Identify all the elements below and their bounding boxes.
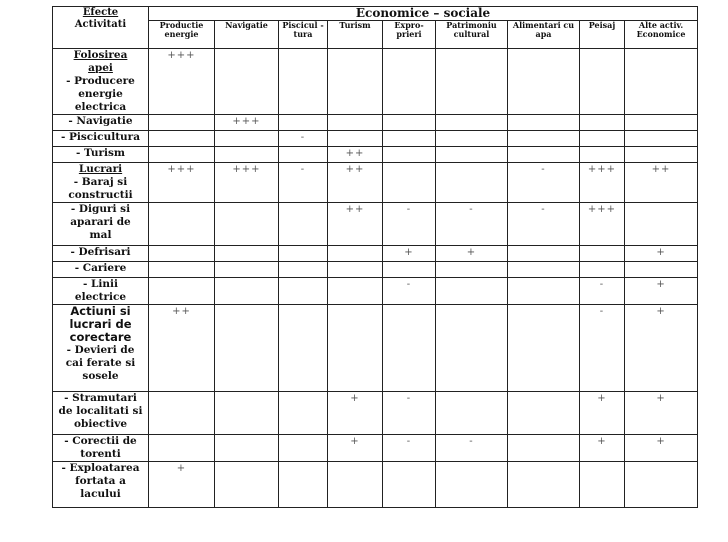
activity-label-line: - Corectii de	[64, 435, 137, 447]
activity-label	[53, 262, 149, 278]
table-row	[53, 131, 698, 147]
impact-cell	[149, 147, 215, 163]
impact-cell	[580, 462, 625, 508]
activity-label-line: Lucrari	[78, 163, 123, 175]
activity-label-line: - Producere	[66, 75, 135, 87]
activity-label-line: - Turism	[75, 147, 126, 159]
activity-label-line: sosele	[82, 370, 119, 382]
impact-cell	[508, 246, 580, 262]
impact-cell	[279, 392, 328, 435]
impact-cell	[328, 49, 383, 115]
activity-label	[53, 115, 149, 131]
activity-label-line: - Cariere	[74, 262, 127, 274]
impact-cell: -	[436, 435, 508, 462]
impact-cell	[580, 115, 625, 131]
activity-label-line: constructii	[68, 189, 133, 201]
impact-cell	[508, 462, 580, 508]
activity-label-line: apei	[88, 62, 113, 74]
impact-cell: +++	[215, 115, 279, 131]
impact-cell	[328, 131, 383, 147]
impact-cell	[215, 392, 279, 435]
impact-cell: +++	[215, 163, 279, 203]
impact-cell	[625, 49, 698, 115]
impact-cell	[149, 262, 215, 278]
column-header: Alimentari cu apa	[508, 21, 580, 49]
impact-cell	[508, 262, 580, 278]
impact-cell: -	[580, 278, 625, 305]
activity-label-line: electrice	[74, 291, 127, 303]
impact-cell	[215, 462, 279, 508]
impact-cell: -	[383, 435, 436, 462]
activity-label	[53, 435, 149, 462]
impact-cell: -	[383, 392, 436, 435]
table-row	[53, 49, 698, 115]
activity-label-line: - Navigatie	[68, 115, 133, 127]
activity-label-line: cai ferate si	[65, 357, 136, 369]
column-header: Alte activ. Economice	[625, 21, 698, 49]
impact-cell	[625, 131, 698, 147]
impact-cell	[508, 435, 580, 462]
impact-cell	[436, 115, 508, 131]
activity-label-line: - Defrisari	[70, 246, 131, 258]
impact-cell	[149, 115, 215, 131]
impact-cell	[279, 203, 328, 246]
table-row	[53, 305, 698, 392]
impact-cell	[508, 305, 580, 392]
impact-cell: +	[580, 435, 625, 462]
impact-cell	[149, 131, 215, 147]
impact-cell	[149, 278, 215, 305]
impact-cell	[149, 435, 215, 462]
impact-cell: -	[383, 278, 436, 305]
impact-cell	[328, 115, 383, 131]
impact-cell: +++	[580, 203, 625, 246]
table-row	[53, 278, 698, 305]
impact-cell	[436, 262, 508, 278]
impact-cell	[215, 246, 279, 262]
impact-cell: +	[625, 278, 698, 305]
activity-label-line: fortata a	[75, 475, 126, 487]
impact-cell	[383, 462, 436, 508]
impact-cell	[508, 392, 580, 435]
activity-label-line: energie	[78, 88, 123, 100]
impact-cell	[279, 435, 328, 462]
impact-cell: +++	[149, 163, 215, 203]
impact-cell: ++	[328, 147, 383, 163]
impact-cell	[508, 147, 580, 163]
impact-cell	[383, 49, 436, 115]
impact-cell	[279, 147, 328, 163]
activity-label-line: corectare	[69, 330, 132, 344]
activity-label-line: Folosirea	[73, 49, 128, 61]
impact-cell: +	[625, 305, 698, 392]
impact-cell: ++	[328, 203, 383, 246]
impact-cell	[215, 203, 279, 246]
impact-cell	[580, 262, 625, 278]
impact-cell: -	[508, 203, 580, 246]
impact-cell	[328, 278, 383, 305]
activity-label	[53, 278, 149, 305]
impact-cell	[149, 392, 215, 435]
impact-cell	[436, 163, 508, 203]
activity-label	[53, 147, 149, 163]
impact-cell	[328, 262, 383, 278]
table-row	[53, 462, 698, 508]
impact-cell	[215, 49, 279, 115]
impact-cell: +	[580, 392, 625, 435]
impact-cell	[625, 203, 698, 246]
impact-cell: -	[580, 305, 625, 392]
table-row	[53, 262, 698, 278]
impact-cell	[436, 305, 508, 392]
impact-cell	[383, 131, 436, 147]
impact-cell	[215, 278, 279, 305]
impact-cell	[383, 147, 436, 163]
impact-cell	[436, 392, 508, 435]
impact-cell	[580, 147, 625, 163]
impact-cell: +	[625, 392, 698, 435]
impact-cell	[436, 49, 508, 115]
corner-header	[53, 7, 149, 49]
impact-cell	[625, 147, 698, 163]
impact-cell	[215, 131, 279, 147]
corner-effects-label: Efecte	[82, 7, 119, 18]
impact-cell	[508, 131, 580, 147]
impact-cell	[279, 49, 328, 115]
impact-cell	[508, 115, 580, 131]
impact-cell	[436, 131, 508, 147]
activity-label	[53, 203, 149, 246]
impact-cell	[279, 278, 328, 305]
activity-label-line: mal	[89, 229, 112, 241]
impact-cell: +	[436, 246, 508, 262]
impact-cell: +	[625, 246, 698, 262]
table-row	[53, 147, 698, 163]
impact-cell	[279, 305, 328, 392]
impact-cell	[328, 246, 383, 262]
impact-cell	[215, 305, 279, 392]
impact-cell: +	[383, 246, 436, 262]
activity-label-line: - Diguri si	[70, 203, 131, 215]
impact-cell	[436, 278, 508, 305]
impact-cell	[508, 49, 580, 115]
table-row	[53, 115, 698, 131]
activity-label	[53, 392, 149, 435]
activity-label-line: obiective	[73, 418, 128, 430]
impact-cell: -	[383, 203, 436, 246]
impact-cell	[508, 278, 580, 305]
column-header: Turism	[328, 21, 383, 49]
impact-cell	[436, 462, 508, 508]
table-row	[53, 163, 698, 203]
impact-cell	[383, 163, 436, 203]
activity-label-line: Actiuni si	[70, 304, 131, 318]
activity-label-line: lacului	[80, 488, 121, 500]
impact-cell: ++	[328, 163, 383, 203]
activity-label-line: - Devieri de	[66, 344, 135, 356]
impact-cell	[383, 262, 436, 278]
column-header: Productie energie	[149, 21, 215, 49]
impact-cell: +++	[149, 49, 215, 115]
impact-cell	[328, 305, 383, 392]
impact-cell: ++	[625, 163, 698, 203]
activity-label-line: de localitati si	[58, 405, 143, 417]
corner-activities-label: Activitati	[74, 19, 127, 30]
activity-label	[53, 246, 149, 262]
table-row	[53, 392, 698, 435]
impact-cell	[625, 115, 698, 131]
impact-cell: -	[508, 163, 580, 203]
economic-social-group-header: Economice – sociale	[149, 7, 698, 21]
impact-cell	[580, 246, 625, 262]
impact-cell	[580, 49, 625, 115]
impact-cell	[279, 262, 328, 278]
activity-label-line: - Exploatarea	[61, 462, 140, 474]
impact-cell	[279, 462, 328, 508]
column-header: Peisaj	[580, 21, 625, 49]
activity-label	[53, 131, 149, 147]
impact-cell	[215, 147, 279, 163]
impact-cell	[625, 262, 698, 278]
activity-label-line: - Linii	[83, 278, 118, 290]
impact-cell	[149, 203, 215, 246]
impact-cell: +	[149, 462, 215, 508]
impact-cell: -	[279, 131, 328, 147]
impact-cell	[279, 246, 328, 262]
activity-label	[53, 49, 149, 115]
activity-label-line: lucrari de	[69, 317, 132, 331]
table-row	[53, 203, 698, 246]
impact-cell: -	[279, 163, 328, 203]
activity-label-line: electrica	[74, 101, 127, 113]
impact-cell	[625, 462, 698, 508]
column-header: Navigatie	[215, 21, 279, 49]
table-row	[53, 435, 698, 462]
activity-label	[53, 305, 149, 392]
activity-label-line: - Stramutari	[64, 392, 137, 404]
column-header: Piscicul -tura	[279, 21, 328, 49]
column-header: Patrimoniu cultural	[436, 21, 508, 49]
impact-cell	[436, 147, 508, 163]
impact-cell: ++	[149, 305, 215, 392]
impact-cell: +	[328, 392, 383, 435]
table-row	[53, 246, 698, 262]
impact-cell	[215, 262, 279, 278]
impact-cell: -	[436, 203, 508, 246]
impact-cell	[383, 115, 436, 131]
impact-cell	[215, 435, 279, 462]
activity-label-line: - Baraj si	[73, 176, 128, 188]
impact-cell: +	[625, 435, 698, 462]
activity-label-line: torenti	[80, 448, 121, 460]
effects-matrix-table	[52, 6, 698, 508]
impact-cell	[149, 246, 215, 262]
impact-cell: +++	[580, 163, 625, 203]
impact-cell	[383, 305, 436, 392]
activity-label-line: - Piscicultura	[60, 131, 141, 143]
activity-label	[53, 462, 149, 508]
impact-cell	[580, 131, 625, 147]
activity-label	[53, 163, 149, 203]
impact-cell	[279, 115, 328, 131]
impact-cell	[328, 462, 383, 508]
activity-label-line: aparari de	[70, 216, 131, 228]
impact-cell: +	[328, 435, 383, 462]
column-header: Expro- prieri	[383, 21, 436, 49]
